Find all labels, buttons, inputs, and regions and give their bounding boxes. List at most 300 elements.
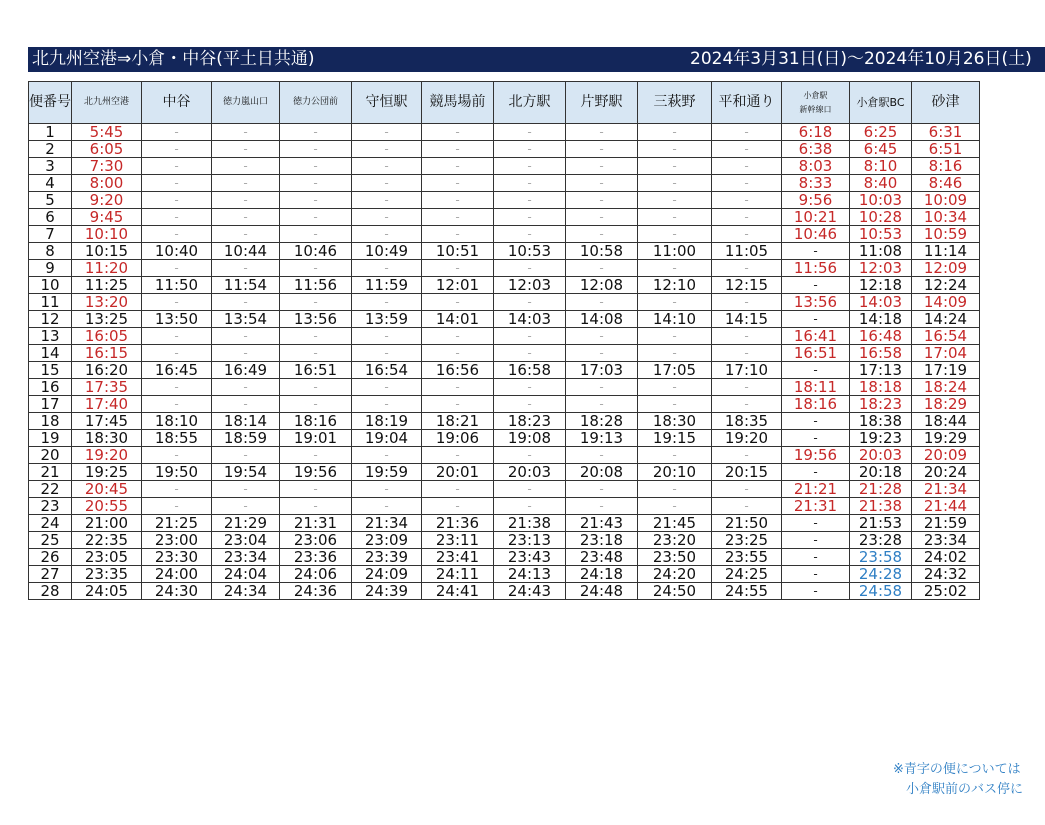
time-cell: -	[352, 481, 422, 498]
time-cell: 16:51	[280, 362, 352, 379]
table-row	[29, 549, 980, 566]
table-row	[29, 141, 980, 158]
time-cell: 21:38	[494, 515, 566, 532]
time-cell: -	[712, 209, 782, 226]
time-cell: -	[566, 141, 638, 158]
time-cell: 5:45	[72, 124, 142, 141]
time-cell: 12:18	[850, 277, 912, 294]
time-cell: 19:23	[850, 430, 912, 447]
time-cell: 17:45	[72, 413, 142, 430]
table-row	[29, 260, 980, 277]
time-cell: 12:10	[638, 277, 712, 294]
time-cell: 19:54	[212, 464, 280, 481]
time-cell: 19:59	[352, 464, 422, 481]
time-cell: -	[638, 175, 712, 192]
table-row	[29, 430, 980, 447]
time-cell: 18:18	[850, 379, 912, 396]
time-cell: -	[280, 379, 352, 396]
time-cell: 21:43	[566, 515, 638, 532]
time-cell: -	[212, 209, 280, 226]
time-cell: -	[142, 328, 212, 345]
time-cell: 23:00	[142, 532, 212, 549]
time-cell: 17:40	[72, 396, 142, 413]
trip-number-cell: 23	[29, 498, 72, 515]
time-cell: 16:58	[850, 345, 912, 362]
time-cell: -	[212, 226, 280, 243]
time-cell: 20:45	[72, 481, 142, 498]
header-sunatsu: 砂津	[912, 82, 980, 124]
time-cell: -	[494, 124, 566, 141]
time-cell: 16:54	[352, 362, 422, 379]
time-cell: 24:36	[280, 583, 352, 600]
time-cell: -	[638, 294, 712, 311]
time-cell: 23:28	[850, 532, 912, 549]
time-cell: 11:50	[142, 277, 212, 294]
time-cell: 10:53	[850, 226, 912, 243]
time-cell: 19:56	[280, 464, 352, 481]
time-cell: 17:10	[712, 362, 782, 379]
time-cell: 24:09	[352, 566, 422, 583]
time-cell: 24:28	[850, 566, 912, 583]
time-cell: -	[280, 192, 352, 209]
time-cell: 11:59	[352, 277, 422, 294]
trip-number-cell: 22	[29, 481, 72, 498]
time-cell: 6:51	[912, 141, 980, 158]
time-cell: 8:16	[912, 158, 980, 175]
time-cell: 23:34	[212, 549, 280, 566]
time-cell: -	[782, 566, 850, 583]
time-cell: -	[712, 379, 782, 396]
time-cell: 6:31	[912, 124, 980, 141]
time-cell: -	[280, 175, 352, 192]
time-cell: -	[422, 124, 494, 141]
time-cell: -	[782, 464, 850, 481]
time-cell: 19:06	[422, 430, 494, 447]
time-cell: -	[352, 192, 422, 209]
time-cell: -	[142, 124, 212, 141]
time-cell: -	[352, 141, 422, 158]
time-cell: -	[782, 515, 850, 532]
time-cell: -	[280, 294, 352, 311]
time-cell: 13:50	[142, 311, 212, 328]
time-cell: -	[494, 175, 566, 192]
time-cell: -	[352, 260, 422, 277]
time-cell: 23:11	[422, 532, 494, 549]
trip-number-cell: 16	[29, 379, 72, 396]
time-cell: -	[280, 328, 352, 345]
time-cell: -	[212, 396, 280, 413]
trip-number-cell: 8	[29, 243, 72, 260]
time-cell: 24:06	[280, 566, 352, 583]
trip-number-cell: 1	[29, 124, 72, 141]
time-cell: 11:56	[280, 277, 352, 294]
time-cell: 23:35	[72, 566, 142, 583]
time-cell: 19:56	[782, 447, 850, 464]
time-cell: -	[142, 498, 212, 515]
time-cell: 10:34	[912, 209, 980, 226]
trip-number-cell: 18	[29, 413, 72, 430]
time-cell: -	[712, 260, 782, 277]
time-cell: -	[212, 379, 280, 396]
time-cell: 10:46	[280, 243, 352, 260]
time-cell: 6:38	[782, 141, 850, 158]
time-cell: 16:56	[422, 362, 494, 379]
time-cell: -	[638, 447, 712, 464]
time-cell: 18:11	[782, 379, 850, 396]
trip-number-cell: 27	[29, 566, 72, 583]
time-cell: -	[280, 141, 352, 158]
time-cell: -	[422, 260, 494, 277]
period-title: 2024年3月31日(日)～2024年10月26日(土)	[690, 49, 1032, 69]
trip-number-cell: 14	[29, 345, 72, 362]
header-airport: 北九州空港	[72, 82, 142, 124]
time-cell: 23:05	[72, 549, 142, 566]
time-cell: -	[352, 158, 422, 175]
time-cell: 24:32	[912, 566, 980, 583]
time-cell: 7:30	[72, 158, 142, 175]
time-cell: 20:18	[850, 464, 912, 481]
time-cell: 20:24	[912, 464, 980, 481]
time-cell: 14:18	[850, 311, 912, 328]
table-row	[29, 209, 980, 226]
time-cell: 23:25	[712, 532, 782, 549]
header-kokura-shinkansen-line1: 小倉駅	[803, 90, 828, 100]
time-cell: 14:10	[638, 311, 712, 328]
time-cell: 6:25	[850, 124, 912, 141]
time-cell: 24:30	[142, 583, 212, 600]
time-cell: 24:39	[352, 583, 422, 600]
time-cell: -	[212, 345, 280, 362]
time-cell: -	[422, 345, 494, 362]
header-nakaya: 中谷	[142, 82, 212, 124]
time-cell: 19:20	[72, 447, 142, 464]
table-row	[29, 345, 980, 362]
time-cell: 14:15	[712, 311, 782, 328]
trip-number-cell: 20	[29, 447, 72, 464]
time-cell: -	[280, 481, 352, 498]
header-morotsune: 守恒駅	[352, 82, 422, 124]
time-cell: -	[352, 226, 422, 243]
time-cell: -	[566, 294, 638, 311]
time-cell: 23:50	[638, 549, 712, 566]
time-cell: 19:13	[566, 430, 638, 447]
time-cell: 12:03	[494, 277, 566, 294]
table-row	[29, 362, 980, 379]
table-row	[29, 175, 980, 192]
time-cell: 12:24	[912, 277, 980, 294]
table-row	[29, 464, 980, 481]
time-cell: -	[494, 379, 566, 396]
time-cell: 24:48	[566, 583, 638, 600]
time-cell: 18:16	[782, 396, 850, 413]
time-cell: 24:02	[912, 549, 980, 566]
time-cell: -	[638, 328, 712, 345]
time-cell: -	[782, 583, 850, 600]
time-cell: 20:03	[494, 464, 566, 481]
time-cell: 10:10	[72, 226, 142, 243]
time-cell: 16:15	[72, 345, 142, 362]
time-cell: 24:25	[712, 566, 782, 583]
time-cell: 19:25	[72, 464, 142, 481]
time-cell: -	[212, 447, 280, 464]
time-cell: -	[142, 481, 212, 498]
time-cell: 21:59	[912, 515, 980, 532]
time-cell: 10:51	[422, 243, 494, 260]
time-cell: -	[494, 226, 566, 243]
time-cell: -	[638, 481, 712, 498]
header-row	[29, 82, 980, 124]
time-cell: -	[566, 345, 638, 362]
table-row	[29, 311, 980, 328]
time-cell: 21:29	[212, 515, 280, 532]
time-cell: 19:04	[352, 430, 422, 447]
time-cell: 21:50	[712, 515, 782, 532]
table-row	[29, 124, 980, 141]
time-cell: 12:03	[850, 260, 912, 277]
time-cell: 24:50	[638, 583, 712, 600]
trip-number-cell: 12	[29, 311, 72, 328]
trip-number-cell: 7	[29, 226, 72, 243]
time-cell: 11:05	[712, 243, 782, 260]
header-tokuriki-arashiyama: 徳力嵐山口	[212, 82, 280, 124]
table-row	[29, 481, 980, 498]
time-cell: 23:09	[352, 532, 422, 549]
trip-number-cell: 25	[29, 532, 72, 549]
time-cell: -	[494, 141, 566, 158]
time-cell: -	[212, 260, 280, 277]
time-cell: -	[280, 498, 352, 515]
time-cell: 10:58	[566, 243, 638, 260]
time-cell: -	[494, 328, 566, 345]
time-cell: -	[712, 498, 782, 515]
time-cell: -	[352, 328, 422, 345]
time-cell: -	[638, 345, 712, 362]
time-cell: 16:05	[72, 328, 142, 345]
footnote-line2: 小倉駅前のバス停に	[906, 782, 1024, 797]
time-cell: 18:38	[850, 413, 912, 430]
table-row	[29, 498, 980, 515]
time-cell: 17:04	[912, 345, 980, 362]
time-cell: 23:55	[712, 549, 782, 566]
time-cell: 23:18	[566, 532, 638, 549]
time-cell: -	[566, 328, 638, 345]
header-kokura-shinkansen	[782, 82, 850, 124]
time-cell: -	[494, 209, 566, 226]
time-cell: 11:56	[782, 260, 850, 277]
time-cell: 24:05	[72, 583, 142, 600]
time-cell: 10:44	[212, 243, 280, 260]
table-row	[29, 447, 980, 464]
time-cell: 21:34	[912, 481, 980, 498]
table-row	[29, 328, 980, 345]
time-cell: 18:10	[142, 413, 212, 430]
time-cell: -	[494, 260, 566, 277]
time-cell: -	[566, 209, 638, 226]
time-cell: 17:03	[566, 362, 638, 379]
time-cell: -	[280, 260, 352, 277]
time-cell: 18:16	[280, 413, 352, 430]
time-cell: 21:21	[782, 481, 850, 498]
time-cell: 23:58	[850, 549, 912, 566]
time-cell: 24:58	[850, 583, 912, 600]
time-cell: -	[782, 277, 850, 294]
time-cell: 24:18	[566, 566, 638, 583]
time-cell: 8:00	[72, 175, 142, 192]
time-cell: 6:05	[72, 141, 142, 158]
time-cell: -	[712, 141, 782, 158]
time-cell: 11:08	[850, 243, 912, 260]
time-cell: 18:30	[638, 413, 712, 430]
time-cell: -	[280, 396, 352, 413]
time-cell: 19:50	[142, 464, 212, 481]
time-cell: 12:08	[566, 277, 638, 294]
time-cell: 10:46	[782, 226, 850, 243]
time-cell: 12:09	[912, 260, 980, 277]
header-tokuriki-koudan: 徳力公団前	[280, 82, 352, 124]
time-cell: 20:03	[850, 447, 912, 464]
time-cell: -	[566, 158, 638, 175]
time-cell: 16:51	[782, 345, 850, 362]
time-cell: -	[352, 175, 422, 192]
time-cell: -	[712, 175, 782, 192]
time-cell: 14:08	[566, 311, 638, 328]
time-cell: -	[566, 226, 638, 243]
time-cell: -	[422, 141, 494, 158]
time-cell: 14:03	[850, 294, 912, 311]
time-cell: 21:38	[850, 498, 912, 515]
time-cell: 21:44	[912, 498, 980, 515]
time-cell: 19:20	[712, 430, 782, 447]
time-cell: -	[142, 158, 212, 175]
header-no: 便番号	[29, 82, 72, 124]
title-bar	[28, 47, 1045, 72]
header-katano: 片野駅	[566, 82, 638, 124]
trip-number-cell: 2	[29, 141, 72, 158]
time-cell: -	[782, 413, 850, 430]
time-cell: 18:55	[142, 430, 212, 447]
time-cell: 18:23	[494, 413, 566, 430]
time-cell: 21:31	[280, 515, 352, 532]
time-cell: 17:13	[850, 362, 912, 379]
time-cell: -	[494, 447, 566, 464]
time-cell: -	[212, 192, 280, 209]
time-cell: 13:20	[72, 294, 142, 311]
header-kokura-shinkansen-line2: 新幹線口	[799, 104, 832, 114]
time-cell: 10:09	[912, 192, 980, 209]
time-cell: -	[494, 294, 566, 311]
time-cell: 24:11	[422, 566, 494, 583]
time-cell: -	[280, 226, 352, 243]
time-cell: -	[422, 158, 494, 175]
time-cell: -	[638, 379, 712, 396]
trip-number-cell: 11	[29, 294, 72, 311]
time-cell: -	[142, 192, 212, 209]
time-cell: 13:54	[212, 311, 280, 328]
time-cell: 20:08	[566, 464, 638, 481]
time-cell: -	[638, 124, 712, 141]
time-cell: -	[142, 175, 212, 192]
time-cell: 13:25	[72, 311, 142, 328]
time-cell: 13:59	[352, 311, 422, 328]
time-cell: 24:20	[638, 566, 712, 583]
time-cell: 12:15	[712, 277, 782, 294]
time-cell: 24:04	[212, 566, 280, 583]
time-cell: -	[494, 158, 566, 175]
time-cell: 6:18	[782, 124, 850, 141]
time-cell: 16:58	[494, 362, 566, 379]
time-cell: -	[638, 158, 712, 175]
time-cell: -	[142, 141, 212, 158]
footnote-line1: ※青字の便については	[893, 762, 1021, 777]
header-kitagata: 北方駅	[494, 82, 566, 124]
time-cell: 11:54	[212, 277, 280, 294]
time-cell: -	[142, 294, 212, 311]
time-cell: 20:15	[712, 464, 782, 481]
time-cell: 24:00	[142, 566, 212, 583]
time-cell: -	[712, 192, 782, 209]
time-cell: -	[142, 260, 212, 277]
time-cell: -	[782, 549, 850, 566]
time-cell: 16:45	[142, 362, 212, 379]
time-cell: -	[712, 158, 782, 175]
table-row	[29, 413, 980, 430]
time-cell: 23:36	[280, 549, 352, 566]
timetable-body	[29, 124, 980, 600]
time-cell: 22:35	[72, 532, 142, 549]
time-cell: -	[212, 141, 280, 158]
time-cell: 23:41	[422, 549, 494, 566]
time-cell: 24:41	[422, 583, 494, 600]
header-kokura-bc: 小倉駅BC	[850, 82, 912, 124]
time-cell: 10:53	[494, 243, 566, 260]
time-cell: -	[280, 209, 352, 226]
table-row	[29, 226, 980, 243]
time-cell: -	[142, 209, 212, 226]
time-cell: 13:56	[280, 311, 352, 328]
table-row	[29, 277, 980, 294]
time-cell: -	[712, 396, 782, 413]
time-cell: -	[422, 294, 494, 311]
time-cell: -	[352, 447, 422, 464]
time-cell: 8:03	[782, 158, 850, 175]
time-cell: 20:10	[638, 464, 712, 481]
trip-number-cell: 19	[29, 430, 72, 447]
time-cell: 21:34	[352, 515, 422, 532]
time-cell: 21:36	[422, 515, 494, 532]
time-cell: 8:10	[850, 158, 912, 175]
time-cell: -	[494, 481, 566, 498]
time-cell: 16:49	[212, 362, 280, 379]
time-cell: -	[352, 498, 422, 515]
trip-number-cell: 26	[29, 549, 72, 566]
time-cell: 20:55	[72, 498, 142, 515]
time-cell: -	[352, 294, 422, 311]
time-cell: 23:06	[280, 532, 352, 549]
time-cell: 23:30	[142, 549, 212, 566]
time-cell: -	[712, 345, 782, 362]
time-cell: 14:24	[912, 311, 980, 328]
time-cell: -	[142, 345, 212, 362]
time-cell: -	[712, 447, 782, 464]
time-cell: 18:35	[712, 413, 782, 430]
time-cell: -	[352, 345, 422, 362]
time-cell: -	[422, 481, 494, 498]
time-cell: -	[422, 498, 494, 515]
time-cell: -	[212, 158, 280, 175]
time-cell: 10:49	[352, 243, 422, 260]
time-cell: 24:55	[712, 583, 782, 600]
trip-number-cell: 10	[29, 277, 72, 294]
